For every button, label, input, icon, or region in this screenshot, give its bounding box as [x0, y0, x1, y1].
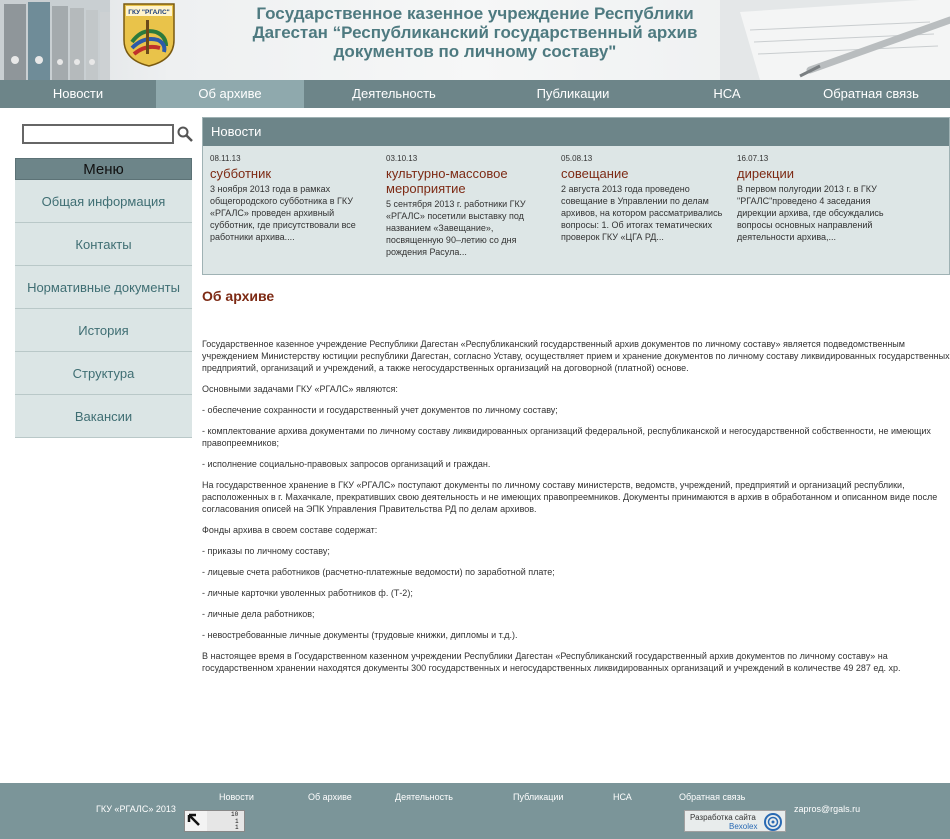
news-text: 3 ноября 2013 года в рамках общегородского субботника в ГКУ «РГАЛС» проведен архивный субботник, где присутствовали все работники архива....	[210, 184, 356, 242]
logo-emblem-icon	[122, 2, 176, 68]
nav-nsa[interactable]: НСА	[713, 86, 741, 101]
news-item	[737, 154, 902, 243]
main-content	[202, 288, 950, 683]
search-input[interactable]	[22, 124, 174, 144]
developer-logo-icon	[763, 812, 783, 832]
content-paragraph: - обеспечение сохранности и государственный учет документов по личному составу;	[202, 405, 558, 415]
search-icon	[176, 124, 194, 144]
developer-label: Разработка сайта	[690, 813, 756, 822]
content-paragraph: - личные карточки уволенных работников ф. (Т-2);	[202, 588, 413, 598]
content-paragraph: - приказы по личному составу;	[202, 546, 330, 556]
news-text: 5 сентября 2013 г. работники ГКУ «РГАЛС» посетили выставку под названием «Завещание», посвященную 90–летию со дня рождения Расула...	[386, 199, 526, 257]
site-title: Государственное казенное учреждение Республики Дагестан “Республиканский государственный архив документов по личному составу"	[252, 4, 698, 61]
news-title-link[interactable]: дирекции	[737, 166, 794, 181]
news-date: 03.10.13	[386, 154, 418, 163]
nav-publications[interactable]: Публикации	[536, 86, 610, 101]
news-date: 05.08.13	[561, 154, 593, 163]
content-paragraph: - комплектование архива документами по личному составу ликвидированных организаций федеральной, республиканской и негосударственной собственности, не имеющих правопреемников;	[202, 426, 931, 448]
developer-badge[interactable]	[684, 810, 786, 832]
page-title: Об архиве	[202, 288, 275, 304]
logo-text: ГКУ "РГАЛС"	[128, 9, 170, 16]
search-button[interactable]	[176, 124, 194, 144]
footer-nav-feedback[interactable]: Обратная связь	[679, 792, 746, 802]
nav-news[interactable]: Новости	[52, 86, 104, 101]
counter-value: 1	[235, 818, 239, 825]
footer-email[interactable]: zapros@rgals.ru	[794, 804, 861, 814]
menu-item-history[interactable]: История	[15, 309, 192, 352]
nav-about[interactable]: Об архиве	[156, 80, 304, 108]
content-paragraph: Фонды архива в своем составе содержат:	[202, 525, 378, 535]
menu-item-normative-docs[interactable]: Нормативные документы	[15, 266, 192, 309]
news-panel	[202, 117, 950, 275]
news-heading: Новости	[203, 118, 949, 146]
search-box	[22, 124, 192, 144]
visit-counter[interactable]	[184, 810, 245, 832]
menu-item-general-info[interactable]: Общая информация	[15, 180, 192, 223]
footer	[0, 783, 950, 839]
side-menu	[15, 158, 192, 438]
content-paragraph: Государственное казенное учреждение Республики Дагестан «Республиканский государственный архив документов по личному составу» является подведомственным учреждением Министерству юстиции республики Дагестан, согласно Уставу, осуществляет прием и хранение документов по личному составу ликвидированных государственных предприятий, организаций и учреждений, а также негосударственных организаций на договорной (платной) основе.	[202, 339, 950, 373]
content-paragraph: - личные дела работников;	[202, 609, 315, 619]
pen-document-image	[720, 0, 950, 80]
news-date: 16.07.13	[737, 154, 769, 163]
binders-image	[0, 0, 110, 80]
news-item	[386, 154, 551, 258]
counter-value: 1	[235, 824, 239, 831]
news-title-link[interactable]: культурно-массовое мероприятие	[386, 166, 508, 196]
content-paragraph: Основными задачами ГКУ «РГАЛС» являются:	[202, 384, 398, 394]
news-text: В первом полугодии 2013 г. в ГКУ "РГАЛС"проведено 4 заседания дирекции архива, где обсуждались вопросы основных направлений деятельности архива,...	[737, 184, 884, 242]
menu-item-structure[interactable]: Структура	[15, 352, 192, 395]
nav-activity[interactable]: Деятельность	[352, 86, 436, 101]
footer-nav-activity[interactable]: Деятельность	[395, 792, 453, 802]
developer-name: Bexolex	[729, 822, 758, 831]
news-item	[210, 154, 375, 243]
menu-title: Меню	[15, 158, 192, 180]
header	[0, 0, 950, 80]
footer-copyright: ГКУ «РГАЛС» 2013	[96, 804, 176, 814]
news-item	[561, 154, 726, 243]
news-title-link[interactable]: совещание	[561, 166, 629, 181]
menu-item-contacts[interactable]: Контакты	[15, 223, 192, 266]
counter-value: 10	[231, 811, 239, 818]
content-paragraph: В настоящее время в Государственном казенном учреждении Республики Дагестан «Республиканский государственный архив документов по личному составу» на государственном хранении находятся документы 300 государственных и негосударственных ликвидированных организаций и учреждений в количестве 49 287 ед. хр.	[202, 651, 901, 673]
content-paragraph: - лицевые счета работников (расчетно-платежные ведомости) по заработной плате;	[202, 567, 555, 577]
logo[interactable]	[122, 2, 176, 68]
footer-nav-nsa[interactable]: НСА	[613, 792, 632, 802]
nav-feedback[interactable]: Обратная связь	[823, 86, 919, 101]
news-title-link[interactable]: субботник	[210, 166, 272, 181]
footer-nav-publications[interactable]: Публикации	[513, 792, 564, 802]
content-paragraph: - невостребованные личные документы (трудовые книжки, дипломы и т.д.).	[202, 630, 518, 640]
menu-item-vacancies[interactable]: Вакансии	[15, 395, 192, 438]
news-date: 08.11.13	[210, 154, 241, 163]
footer-nav-about[interactable]: Об архиве	[308, 792, 352, 802]
top-nav	[0, 80, 950, 108]
footer-nav-news[interactable]: Новости	[219, 792, 254, 802]
content-paragraph: На государственное хранение в ГКУ «РГАЛС» поступают документы по личному составу министерств, ведомств, учреждений, предприятий и организаций республики, расположенных в г. Махачкале, прекративших свою деятельность и не имеющих правопреемников. Документы принимаются в архив в обработанном и описанном виде после согласования описей на ЭПК Управления Правительства РД по делам архивов.	[202, 480, 938, 514]
news-text: 2 августа 2013 года проведено совещание в Управлении по делам архивов, на котором рассматривались вопросы: 1. Об итогах тематических проверок ГКУ «ЦГА РД...	[561, 184, 723, 242]
content-paragraph: - исполнение социально-правовых запросов организаций и граждан.	[202, 459, 491, 469]
